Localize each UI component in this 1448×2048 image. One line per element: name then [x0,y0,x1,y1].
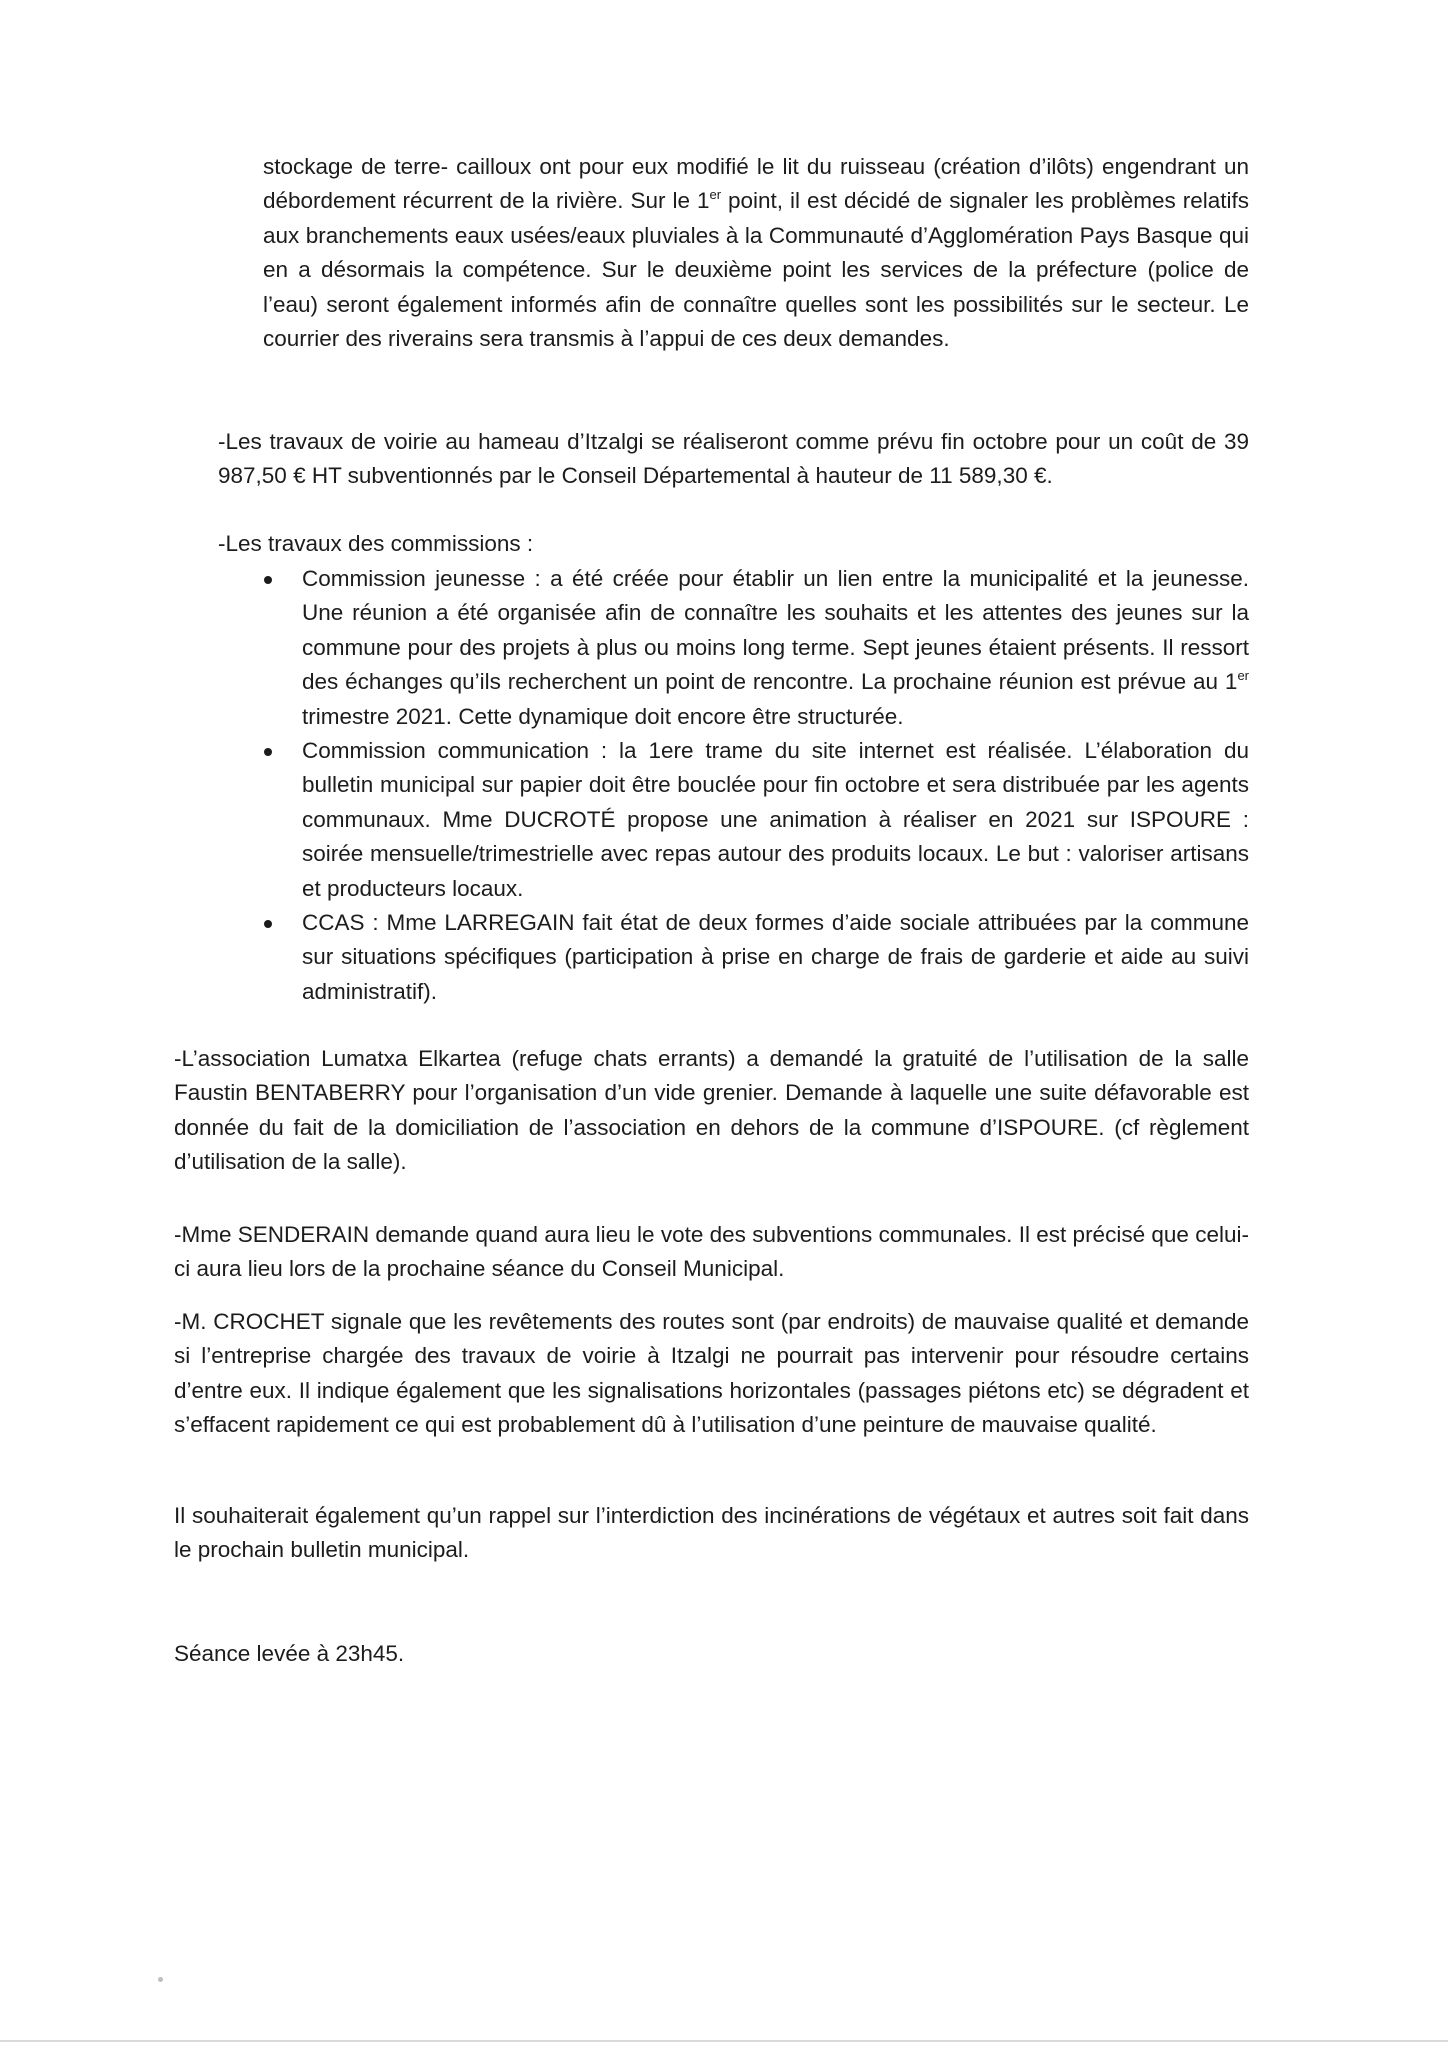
scan-edge-line [0,2040,1448,2042]
paragraph-association: -L’association Lumatxa Elkartea (refuge chats errants) a demandé la gratuité de l’utilisation de la salle Faustin BENTABERRY pour l’organisation d’un vide grenier. Demande à laquelle une suite défavorable est donnée du fait de la domiciliation de l’association en dehors de la commune d’ISPOURE. (cf règlement d’utilisation de la salle). [174,1046,1249,1175]
list-item-commission-communication [256,734,1249,906]
paragraph-riverains-part1: stockage de terre- cailloux ont pour eux modifié le lit du ruisseau (création d’ilôts) engendrant un débordement récurrent de la rivière. Sur le 1 [263,154,1249,214]
paragraph-crochet: -M. CROCHET signale que les revêtements des routes sont (par endroits) de mauvaise qualité et demande si l’entreprise chargée des travaux de voirie à Itzalgi ne pourrait pas intervenir pour résoudre certains d’entre eux. Il indique également que les signalisations horizontales (passages piétons etc) se dégradent et s’effacent rapidement ce qui est probablement dû à l’utilisation d’une peinture de mauvaise qualité. [174,1309,1249,1438]
list-item-ccas [256,906,1249,1009]
bullet-icon [264,920,272,928]
bullet-icon [264,748,272,756]
commission-jeunesse-part2: trimestre 2021. Cette dynamique doit encore être structurée. [302,703,904,729]
superscript-er: er [709,187,722,203]
paragraph-senderain: -Mme SENDERAIN demande quand aura lieu le vote des subventions communales. Il est précisé que celui-ci aura lieu lors de la prochaine séance du Conseil Municipal. [174,1222,1249,1282]
commissions-list [256,562,1249,1009]
paragraph-incinerations: Il souhaiterait également qu’un rappel sur l’interdiction des incinérations de végétaux et autres soit fait dans le prochain bulletin municipal. [174,1503,1249,1563]
scan-speck [158,1977,163,1982]
commission-communication-text: Commission communication : la 1ere trame du site internet est réalisée. L’élaboration du bulletin municipal sur papier doit être bouclée pour fin octobre et sera distribuée par les agents communaux. Mme DUCROTÉ propose une animation à réaliser en 2021 sur ISPOURE : soirée mensuelle/trimestrielle avec repas autour des produits locaux. Le but : valoriser artisans et producteurs locaux. [302,738,1249,901]
paragraph-travaux-voirie: -Les travaux de voirie au hameau d’Itzalgi se réaliseront comme prévu fin octobre pour un coût de 39 987,50 € HT subventionnés par le Conseil Départemental à hauteur de 11 589,30 €. [218,429,1249,489]
paragraph-riverains-part2: point, il est décidé de signaler les problèmes relatifs aux branchements eaux usées/eaux pluviales à la Communauté d’Agglomération Pays Basque qui en a désormais la compétence. Sur le deuxième point les services de la préfecture (police de l’eau) seront également informés afin de connaître quelles sont les possibilités sur le secteur. Le courrier des riverains sera transmis à l’appui de ces deux demandes. [263,188,1249,352]
superscript-er: er [1237,668,1249,684]
bullet-icon [264,576,272,584]
closing-line: Séance levée à 23h45. [174,1641,405,1666]
ccas-text: CCAS : Mme LARREGAIN fait état de deux formes d’aide sociale attribuées par la commune sur situations spécifiques (participation à prise en charge de frais de garderie et aide au suivi administratif). [302,910,1249,1004]
paragraph-riverains [263,150,1249,356]
list-item-commission-jeunesse [256,562,1249,734]
paragraph-commissions-intro: -Les travaux des commissions : [218,531,534,556]
commission-jeunesse-part1: Commission jeunesse : a été créée pour établir un lien entre la municipalité et la jeunesse. Une réunion a été organisée afin de connaître les souhaits et les attentes des jeunes sur la commune pour des projets à plus ou moins long terme. Sept jeunes étaient présents. Il ressort des échanges qu’ils recherchent un point de rencontre. La prochaine réunion est prévue au 1 [302,566,1249,695]
